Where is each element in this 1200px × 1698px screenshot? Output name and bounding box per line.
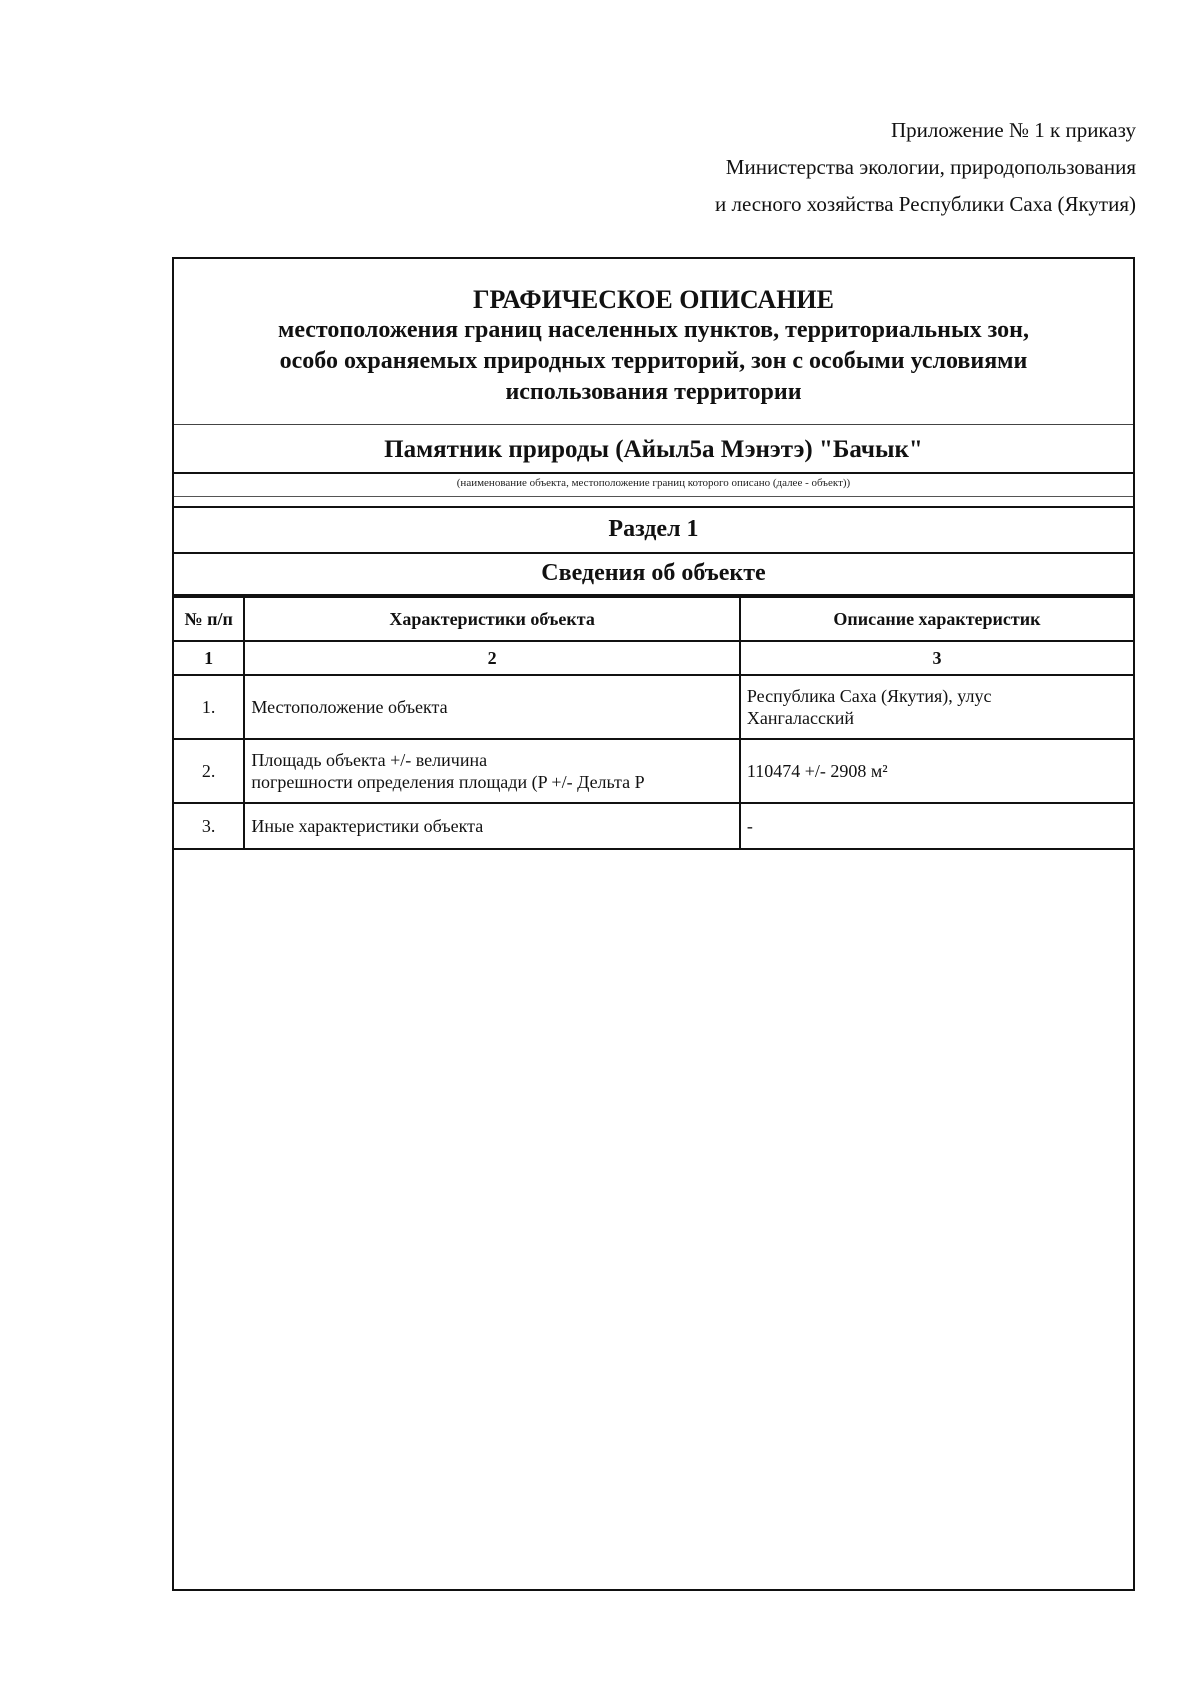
row-number: 3. — [174, 803, 244, 849]
characteristic-line: погрешности определения площади (P +/- Дельта P — [251, 772, 645, 792]
description-line: Хангаласский — [746, 708, 854, 728]
row-characteristic — [244, 803, 740, 849]
row-number: 1. — [174, 675, 244, 739]
table-header-row — [174, 597, 1133, 641]
row-number: 2. — [174, 739, 244, 803]
header-description: Описание характеристик — [740, 597, 1133, 641]
row-description — [740, 803, 1133, 849]
appendix-line-3: и лесного хозяйства Республики Саха (Якутия) — [714, 192, 1136, 216]
document-title: ГРАФИЧЕСКОЕ ОПИСАНИЕ — [473, 285, 834, 314]
header-characteristics: Характеристики объекта — [244, 597, 740, 641]
characteristic-line: Местоположение объекта — [251, 697, 448, 717]
description-line: Республика Саха (Якутия), улус — [746, 686, 992, 706]
description-line: - — [746, 816, 753, 836]
table-row — [174, 675, 1133, 739]
object-name-caption: (наименование объекта, местоположение границ которого описано (далее - объект)) — [174, 472, 1133, 497]
column-number-row — [174, 641, 1133, 675]
column-number-2: 2 — [244, 641, 740, 675]
description-line: 110474 +/- 2908 м² — [746, 761, 888, 781]
section-title: Сведения об объекте — [174, 552, 1133, 596]
document-frame — [172, 257, 1135, 1591]
column-number-3: 3 — [740, 641, 1133, 675]
document-subtitle — [174, 315, 1133, 408]
characteristic-line: Площадь объекта +/- величина — [251, 750, 488, 770]
header-number: № п/п — [174, 597, 244, 641]
table-row — [174, 803, 1133, 849]
section-label: Раздел 1 — [174, 506, 1133, 554]
object-info-table — [174, 596, 1133, 850]
subtitle-line-2: особо охраняемых природных территорий, зон с особыми условиями — [279, 348, 1028, 374]
subtitle-line-3: использования территории — [505, 379, 802, 405]
appendix-header — [715, 112, 1136, 223]
column-number-1: 1 — [174, 641, 244, 675]
object-name: Памятник природы (Айыл5а Мэнэтэ) "Бачык" — [384, 436, 923, 463]
row-description — [740, 675, 1133, 739]
characteristic-line: Иные характеристики объекта — [251, 816, 484, 836]
row-characteristic — [244, 675, 740, 739]
row-characteristic — [244, 739, 740, 803]
appendix-line-1: Приложение № 1 к приказу — [891, 118, 1136, 142]
subtitle-line-1: местоположения границ населенных пунктов, территориальных зон, — [277, 317, 1030, 343]
row-description — [740, 739, 1133, 803]
appendix-line-2: Министерства экологии, природопользования — [725, 155, 1136, 179]
table-row — [174, 739, 1133, 803]
title-block — [174, 259, 1133, 425]
